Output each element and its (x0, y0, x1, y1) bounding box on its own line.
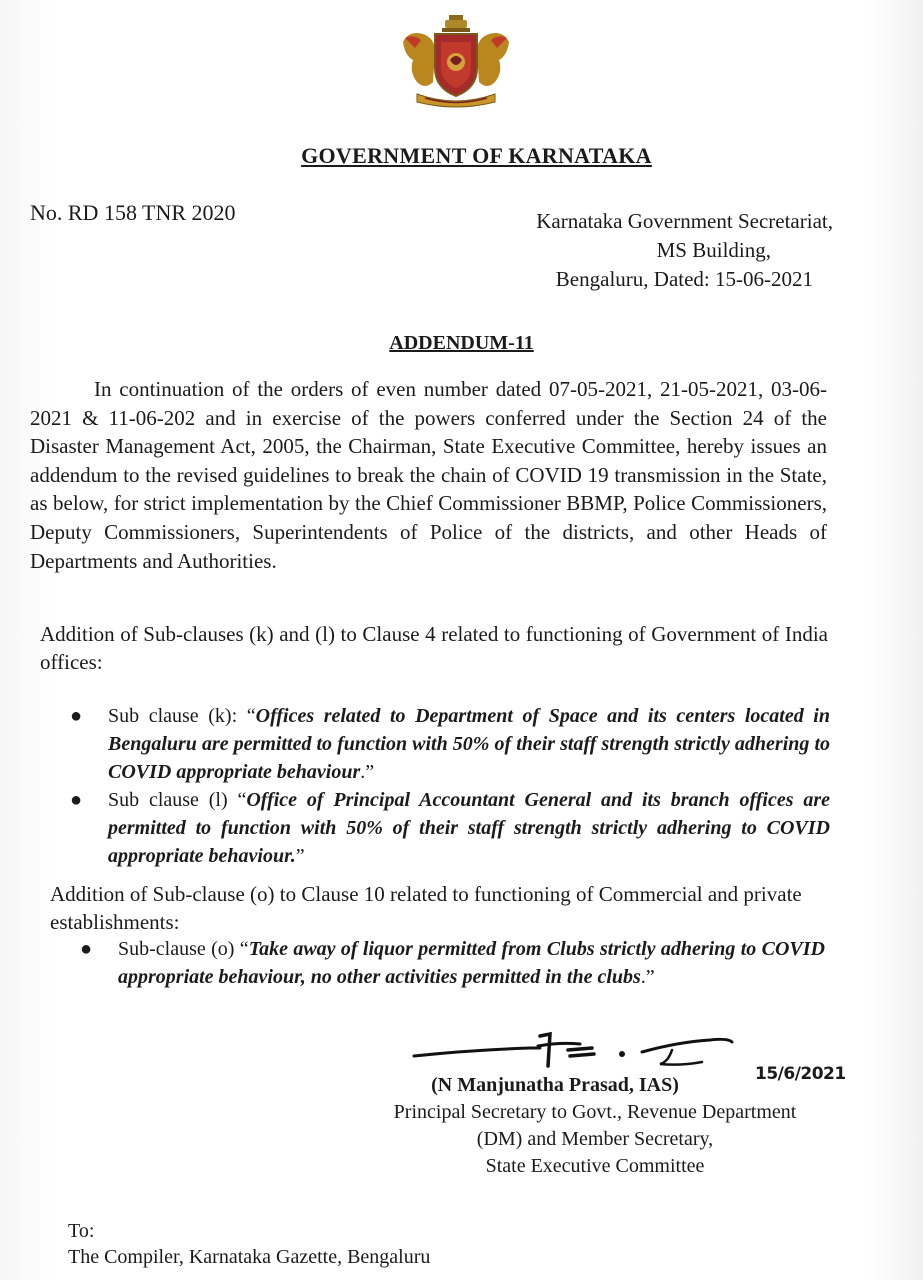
bullet-icon: ● (70, 705, 83, 727)
government-title: GOVERNMENT OF KARNATAKA (301, 143, 652, 168)
signatory-designation: (DM) and Member Secretary, (476, 1128, 714, 1150)
address-line: MS Building, (656, 238, 771, 262)
recipient-address: The Compiler, Karnataka Gazette, Bengaluru (68, 1246, 431, 1268)
signatory-name: (N Manjunatha Prasad, IAS) (431, 1074, 679, 1096)
recipient-label: To: (68, 1220, 95, 1242)
section1-intro: Addition of Sub-clauses (k) and (l) to Clause 4 related to functioning of Government of India offices: (40, 622, 828, 674)
sub-clause-text: Office of Principal Accountant General and its branch offices are permitted to function with 50% of their staff strength strictly adhering to COVID appropriate behaviour. (108, 789, 830, 867)
office-address (536, 207, 833, 294)
main-paragraph (30, 375, 827, 575)
sub-clause-prefix: Sub clause (l) “ (108, 789, 247, 811)
reference-number: No. RD 158 TNR 2020 (30, 200, 236, 225)
sub-clause-text: Take away of liquor permitted from Clubs strictly adhering to COVID appropriate behaviour, no other activities permitted in the clubs (118, 938, 825, 988)
signature-icon (410, 1028, 740, 1073)
sub-clause-suffix: ” (295, 845, 305, 867)
sub-clause-prefix: Sub-clause (o) “ (118, 938, 249, 960)
handwritten-date: 15/6/2021 (755, 1064, 846, 1084)
address-line: Karnataka Government Secretariat, (536, 209, 833, 233)
signatory-block (360, 1072, 830, 1180)
section1-list (70, 702, 830, 870)
recipient-block (68, 1218, 430, 1270)
signatory-designation: State Executive Committee (485, 1155, 705, 1177)
karnataka-emblem-icon (395, 12, 517, 112)
bullet-icon: ● (80, 938, 93, 960)
section2-list (80, 935, 825, 991)
signatory-designation: Principal Secretary to Govt., Revenue Department (393, 1101, 797, 1123)
bullet-icon: ● (70, 789, 83, 811)
sub-clause-suffix: .” (640, 966, 655, 988)
list-item (80, 935, 825, 991)
list-item (70, 702, 830, 786)
section2-intro: Addition of Sub-clause (o) to Clause 10 related to functioning of Commercial and private establishments: (50, 882, 802, 934)
address-date-line: Bengaluru, Dated: 15-06-2021 (555, 267, 813, 291)
sub-clause-prefix: Sub clause (k): “ (108, 705, 256, 727)
addendum-title: ADDENDUM-11 (389, 332, 534, 354)
sub-clause-suffix: .” (360, 761, 375, 783)
list-item (70, 786, 830, 870)
sub-clause-text: Offices related to Department of Space and its centers located in Bengaluru are permitted to function with 50% of their staff strength strictly adhering to COVID appropriate behaviour (108, 705, 830, 783)
paragraph-text: In continuation of the orders of even number dated 07-05-2021, 21-05-2021, 03-06-2021 & 11-06-202 and in exercise of the powers conferred under the Section 24 of the Disaster Management Act, 2005, the Chairman, State Executive Committee, hereby issues an addendum to the revised guidelines to break the chain of COVID 19 transmission in the State, as below, for strict implementation by the Chief Commissioner BBMP, Police Commissioners, Deputy Commissioners, Superintendents of Police of the districts, and other Heads of Departments and Authorities. (30, 377, 827, 573)
